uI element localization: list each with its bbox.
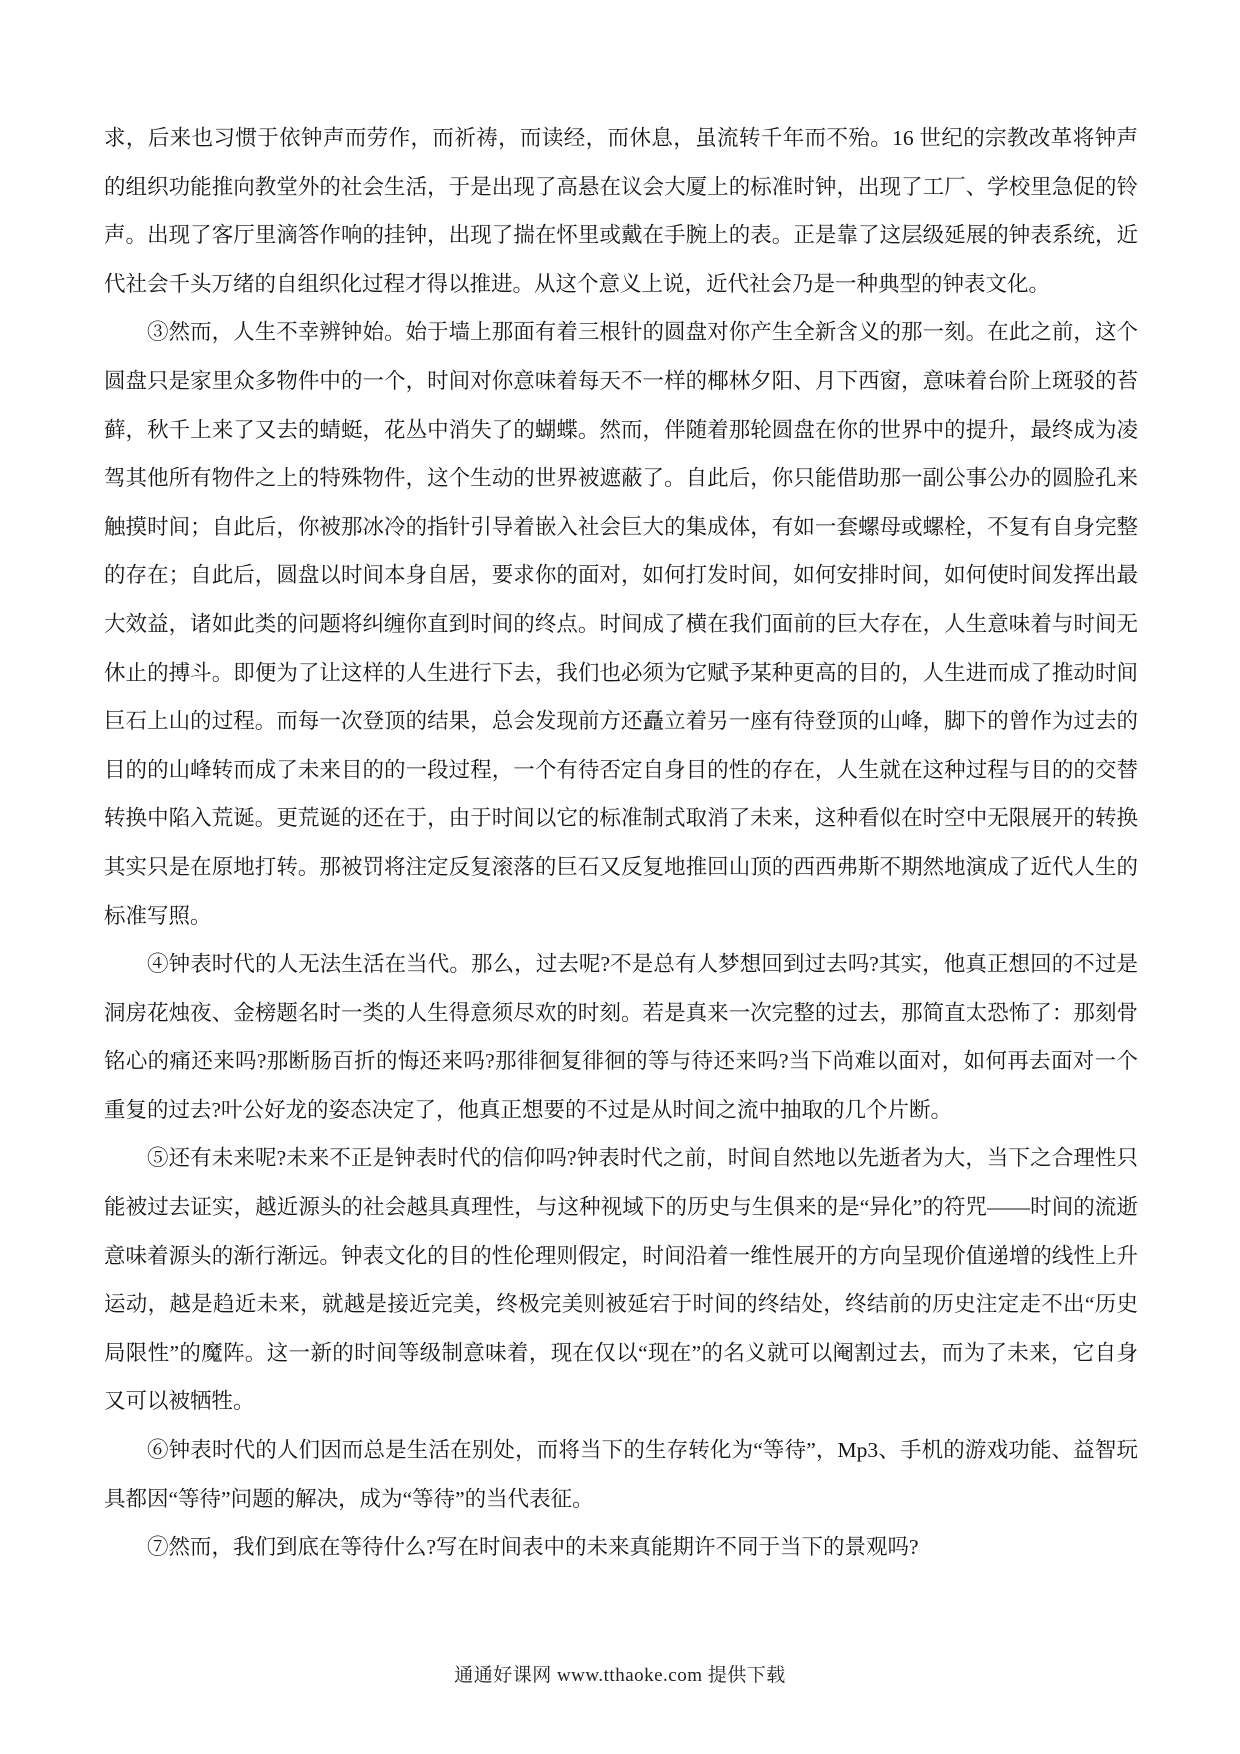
paragraph-7: ⑦然而，我们到底在等待什么?写在时间表中的未来真能期许不同于当下的景观吗? xyxy=(147,1535,919,1560)
paragraph-5: ⑤还有未来呢?未来不正是钟表时代的信仰吗?钟表时代之前，时间自然地以先逝者为大，当下之合理性只能被过去证实，越近源头的社会越具真理性，与这种视域下的历史与生俱来的是“异化”的符咒——时间的流逝意味着源头的渐行渐远。钟表文化的目的性伦理则假定，时间沿着一维性展开的方向呈现价值递增的线性上升运动，越是趋近未来，就越是接近完美，终极完美则被延宕于时间的终结处，终结前的历史注定走不出“历史局限性”的魔阵。这一新的时间等级制意味着，现在仅以“现在”的名义就可以阉割过去，而为了未来，它自身又可以被牺牲。 xyxy=(104,1146,1138,1414)
paragraph-2-continuation: 求，后来也习惯于依钟声而劳作，而祈祷，而读经，而休息，虽流转千年而不殆。16 世纪的宗教改革将钟声的组织功能推向教堂外的社会生活，于是出现了高悬在议会大厦上的标准时钟，出现了工厂、学校里急促的铃声。出现了客厅里滴答作响的挂钟，出现了揣在怀里或戴在手腕上的表。正是靠了这层级延展的钟表系统，近代社会千头万绪的自组织化过程才得以推进。从这个意义上说，近代社会乃是一种典型的钟表文化。 xyxy=(104,126,1138,296)
reading-passage xyxy=(104,114,1138,1572)
paragraph-6: ⑥钟表时代的人们因而总是生活在别处，而将当下的生存转化为“等待”，Mp3、手机的游戏功能、益智玩具都因“等待”问题的解决，成为“等待”的当代表征。 xyxy=(104,1438,1138,1511)
paragraph-3: ③然而，人生不幸辨钟始。始于墙上那面有着三根针的圆盘对你产生全新含义的那一刻。在此之前，这个圆盘只是家里众多物件中的一个，时间对你意味着每天不一样的椰林夕阳、月下西窗，意味着台阶上斑驳的苔藓，秋千上来了又去的蜻蜓，花丛中消失了的蝴蝶。然而，伴随着那轮圆盘在你的世界中的提升，最终成为凌驾其他所有物件之上的特殊物件，这个生动的世界被遮蔽了。自此后，你只能借助那一副公事公办的圆脸孔来触摸时间；自此后，你被那冰冷的指针引导着嵌入社会巨大的集成体，有如一套螺母或螺栓，不复有自身完整的存在；自此后，圆盘以时间本身自居，要求你的面对，如何打发时间，如何安排时间，如何使时间发挥出最大效益，诸如此类的问题将纠缠你直到时间的终点。时间成了横在我们面前的巨大存在，人生意味着与时间无休止的搏斗。即便为了让这样的人生进行下去，我们也必须为它赋予某种更高的目的，人生进而成了推动时间巨石上山的过程。而每一次登顶的结果，总会发现前方还矗立着另一座有待登顶的山峰，脚下的曾作为过去的目的的山峰转而成了未来目的的一段过程，一个有待否定自身目的性的存在，人生就在这种过程与目的的交替转换中陷入荒诞。更荒诞的还在于，由于时间以它的标准制式取消了未来，这种看似在时空中无限展开的转换其实只是在原地打转。那被罚将注定反复滚落的巨石又反复地推回山顶的西西弗斯不期然地演成了近代人生的标准写照。 xyxy=(104,320,1138,928)
paragraph-4: ④钟表时代的人无法生活在当代。那么，过去呢?不是总有人梦想回到过去吗?其实，他真正想回的不过是洞房花烛夜、金榜题名时一类的人生得意须尽欢的时刻。若是真来一次完整的过去，那简直太恐怖了：那刻骨铭心的痛还来吗?那断肠百折的悔还来吗?那徘徊复徘徊的等与待还来吗?当下尚难以面对，如何再去面对一个重复的过去?叶公好龙的姿态决定了，他真正想要的不过是从时间之流中抽取的几个片断。 xyxy=(104,952,1138,1122)
page-footer-watermark: 通通好课网 www.tthaoke.com 提供下载 xyxy=(454,1665,786,1686)
